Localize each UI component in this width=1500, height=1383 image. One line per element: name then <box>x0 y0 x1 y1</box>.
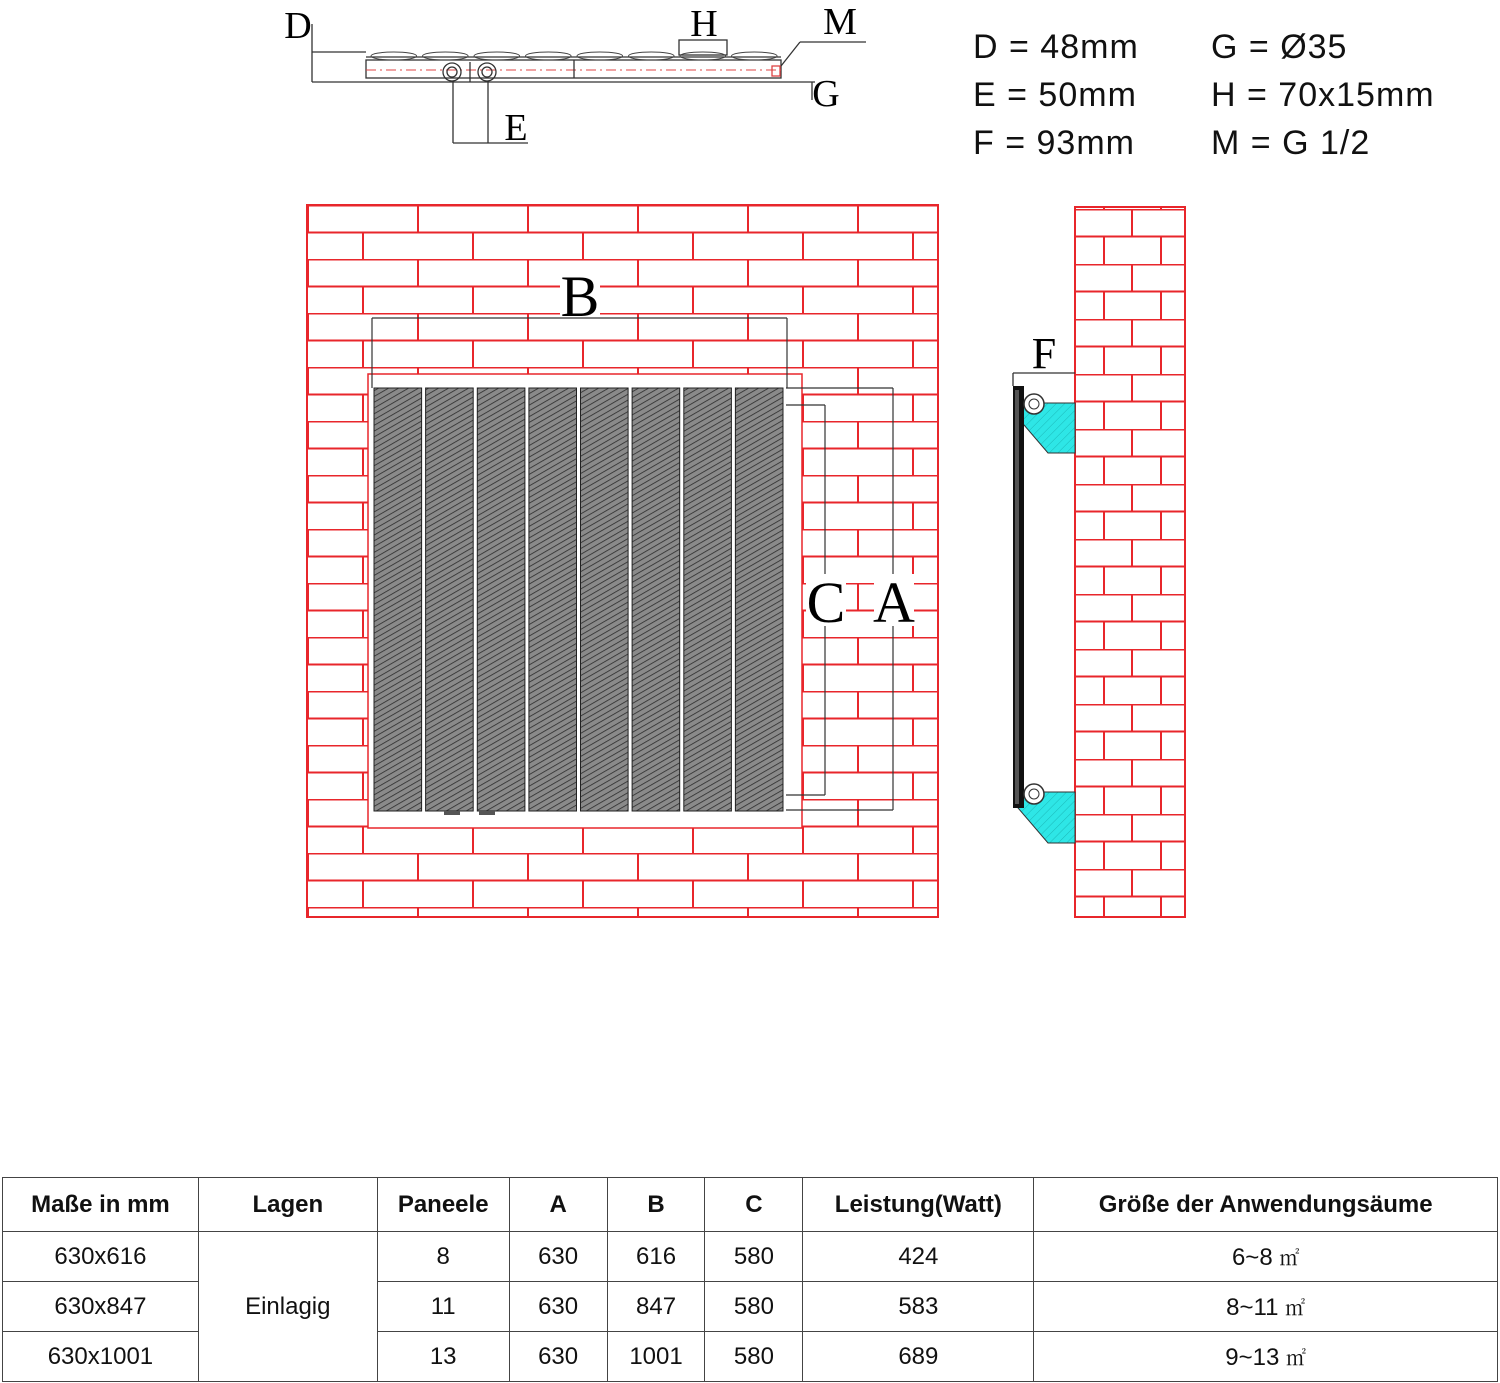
side-view-radiator <box>1013 373 1075 843</box>
label-c: C <box>806 570 846 635</box>
cell-masse: 630x1001 <box>3 1332 199 1382</box>
top-panel-bump <box>423 52 469 60</box>
header-a: A <box>509 1178 607 1232</box>
cell-leistung: 424 <box>803 1232 1034 1282</box>
top-panel-bump <box>629 52 675 60</box>
radiator-panel <box>632 388 680 811</box>
top-panel-bump <box>680 52 726 60</box>
groesse-value: 9~13 <box>1225 1343 1280 1371</box>
label-g: G <box>812 73 840 115</box>
groesse-value: 6~8 <box>1231 1243 1273 1271</box>
table-row <box>3 1232 1498 1282</box>
cell-b: 1001 <box>607 1332 705 1382</box>
header-paneele: Paneele <box>377 1178 509 1232</box>
cell-c: 580 <box>705 1332 803 1382</box>
header-c: C <box>705 1178 803 1232</box>
cell-paneele: 8 <box>377 1232 509 1282</box>
cell-lagen: Einlagig <box>198 1232 377 1382</box>
cell-leistung: 583 <box>803 1282 1034 1332</box>
cell-c: 580 <box>705 1232 803 1282</box>
cell-a: 630 <box>509 1282 607 1332</box>
cell-b: 616 <box>607 1232 705 1282</box>
header-masse: Maße in mm <box>3 1178 199 1232</box>
side-pipe-bottom <box>1024 784 1044 804</box>
label-a: A <box>873 570 915 635</box>
label-e: E <box>504 107 528 149</box>
brick-wall-side <box>1075 207 1185 917</box>
top-panel-bump <box>371 52 417 60</box>
dimension-g: G = Ø35 <box>1211 28 1348 66</box>
radiator-panel <box>735 388 783 811</box>
cell-c: 580 <box>705 1282 803 1332</box>
dimension-m: M = G 1/2 <box>1211 124 1371 162</box>
cell-masse: 630x616 <box>3 1232 199 1282</box>
header-lagen: Lagen <box>198 1178 377 1232</box>
top-panel-bump <box>732 52 778 60</box>
cell-a: 630 <box>509 1232 607 1282</box>
dimension-e: E = 50mm <box>973 76 1137 114</box>
dimension-f: F = 93mm <box>973 124 1135 162</box>
spec-table <box>2 1177 1498 1382</box>
top-panel-bump <box>526 52 572 60</box>
radiator-panel <box>477 388 525 811</box>
table-header-row <box>3 1178 1498 1232</box>
radiator-panel <box>426 388 474 811</box>
dimension-h: H = 70x15mm <box>1211 76 1435 114</box>
side-pipe-top <box>1024 394 1044 414</box>
cell-paneele: 13 <box>377 1332 509 1382</box>
radiator-panel <box>529 388 577 811</box>
groesse-unit: ㎡ <box>1285 1297 1306 1320</box>
header-b: B <box>607 1178 705 1232</box>
groesse-unit: ㎡ <box>1279 1247 1300 1270</box>
top-view <box>312 24 866 143</box>
groesse-value: 8~11 <box>1226 1293 1279 1321</box>
top-panel-bumps <box>371 52 777 60</box>
cell-groesse <box>1034 1232 1498 1282</box>
top-panel-bump <box>474 52 520 60</box>
cell-a: 630 <box>509 1332 607 1382</box>
cell-groesse <box>1034 1282 1498 1332</box>
radiator-panel <box>374 388 422 811</box>
header-groesse: Größe der Anwendungsäume <box>1034 1178 1498 1232</box>
dimension-d: D = 48mm <box>973 28 1139 66</box>
label-h: H <box>690 3 718 45</box>
groesse-unit: ㎡ <box>1286 1347 1307 1370</box>
radiator-panel <box>684 388 732 811</box>
cell-b: 847 <box>607 1282 705 1332</box>
cell-paneele: 11 <box>377 1282 509 1332</box>
radiator-panel <box>581 388 629 811</box>
cell-masse: 630x847 <box>3 1282 199 1332</box>
label-m: M <box>823 1 857 43</box>
label-d: D <box>284 5 312 47</box>
top-panel-bump <box>577 52 623 60</box>
cell-leistung: 689 <box>803 1332 1034 1382</box>
header-leistung: Leistung(Watt) <box>803 1178 1034 1232</box>
label-b: B <box>560 264 600 329</box>
connector-nub <box>479 811 495 815</box>
cell-groesse <box>1034 1332 1498 1382</box>
connector-nub <box>444 811 460 815</box>
label-f: F <box>1031 329 1057 378</box>
